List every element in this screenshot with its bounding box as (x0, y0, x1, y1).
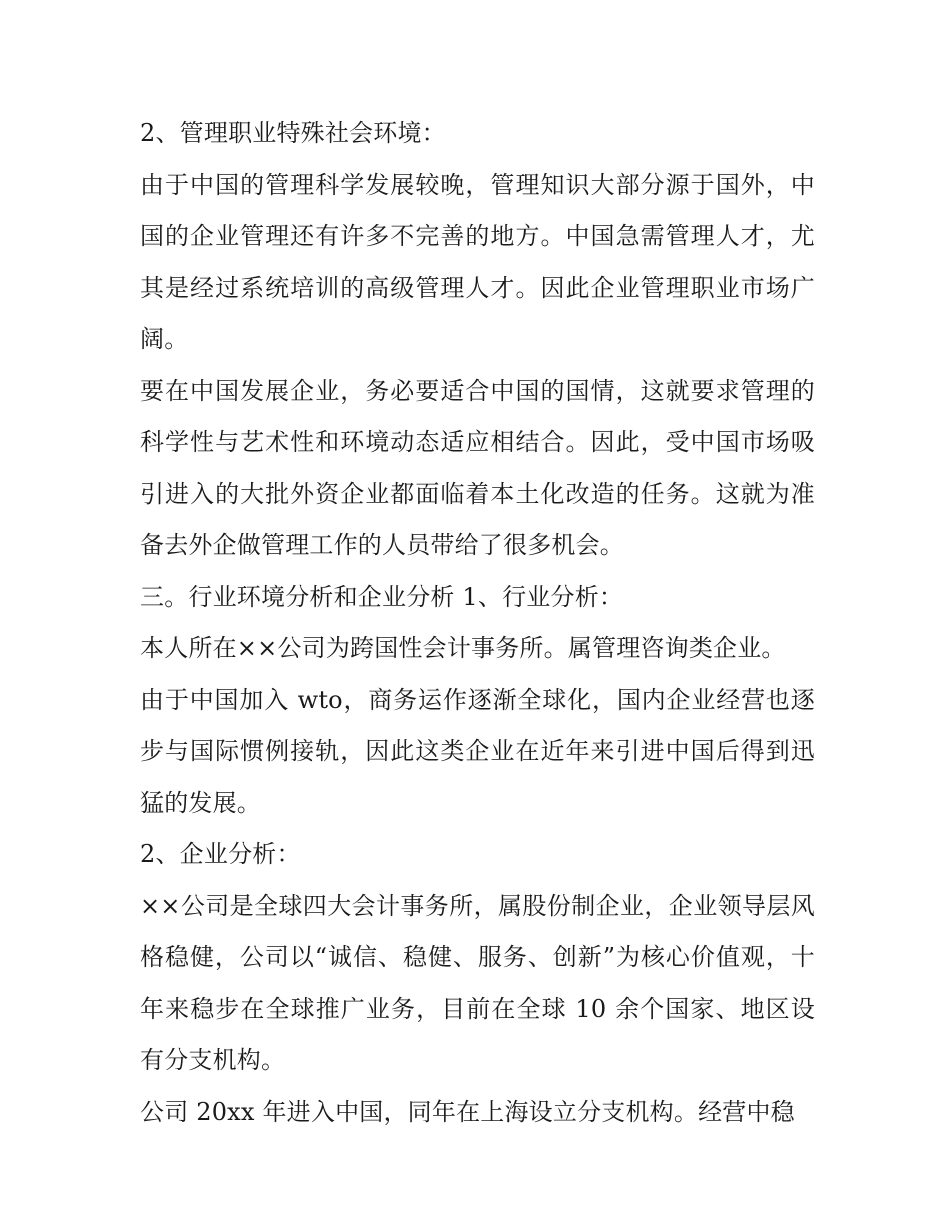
paragraph-china-conditions: 要在中国发展企业，务必要适合中国的国情，这就要求管理的科学性与艺术性和环境动态适应相结合。因此，受中国市场吸引进入的大批外资企业都面临着本土化改造的任务。这就为准备去外企做管理工作的人员带给了很多机会。 (140, 376, 815, 559)
paragraph-china-entry: 公司 20xx 年进入中国，同年在上海设立分支机构。经营中稳 (140, 1097, 795, 1126)
paragraph-company-type: 本人所在××公司为跨国性会计事务所。属管理咨询类企业。 (140, 634, 786, 662)
document-body (140, 108, 815, 1138)
paragraph-company-profile: ××公司是全球四大会计事务所，属股份制企业，企业领导层风格稳健，公司以“诚信、稳健、服务、创新”为核心价值观，十年来稳步在全球推广业务，目前在全球 10 余个国家、地区设有分支机构。 (140, 891, 815, 1074)
section-heading-social-environment: 2、管理职业特殊社会环境： (140, 119, 446, 147)
section-heading-industry-analysis: 三。行业环境分析和企业分析 1、行业分析： (140, 582, 624, 611)
paragraph-management-knowledge: 由于中国的管理科学发展较晚，管理知识大部分源于国外，中国的企业管理还有许多不完善的地方。中国急需管理人才，尤其是经过系统培训的高级管理人才。因此企业管理职业市场广阔。 (140, 170, 815, 353)
section-heading-enterprise-analysis: 2、企业分析： (140, 840, 301, 868)
paragraph-wto-globalization: 由于中国加入 wto，商务运作逐渐全球化，国内企业经营也逐步与国际惯例接轨，因此这类企业在近年来引进中国后得到迅猛的发展。 (140, 685, 815, 817)
